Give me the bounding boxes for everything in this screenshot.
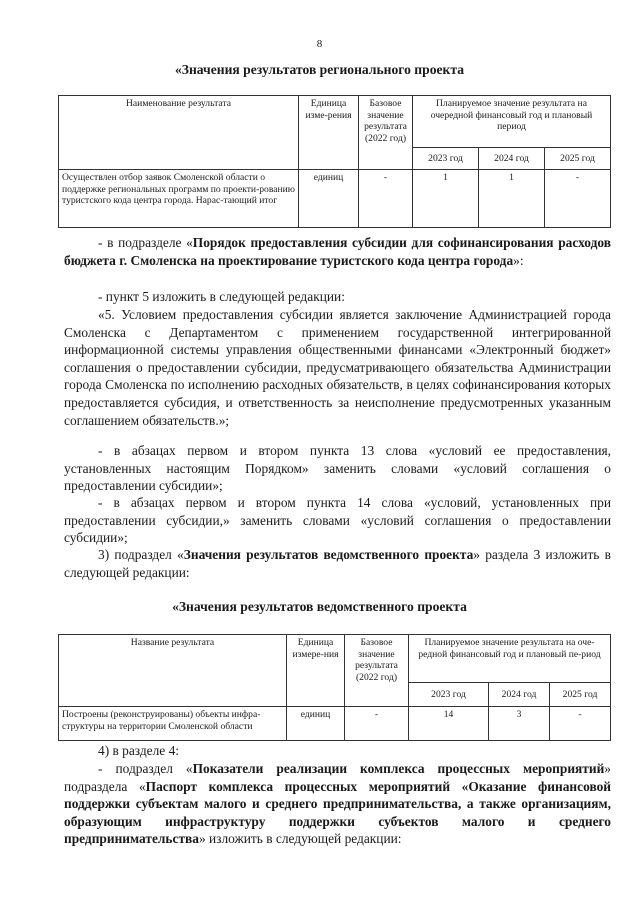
- page-number: 8: [316, 38, 323, 50]
- header-2024: 2024 год: [489, 683, 550, 707]
- p6-bold: Значения результатов ведомственного проекта: [183, 547, 474, 562]
- header-planned: Планируемое значение результата на оче-редной финансовый год и плановый пе-риод: [409, 635, 611, 683]
- p8-post: » изложить в следующей редакции:: [198, 831, 402, 847]
- cell-2025: -: [550, 707, 611, 741]
- cell-base: -: [359, 170, 413, 228]
- paragraph-3: «5. Условием предоставления субсидии является заключение Администрацией города Смоленска с Департаментом с применением государственной интегрированной информационной системы управления общественными финансами «Электронный бюджет» соглашения о предоставлении субсидии, предусматривающего обязательства Администрации города Смоленска по исполнению расходных обязательств, в целях софинансирования которых предоставляется субсидия, и ответственность за неисполнение предусмотренных указанным соглашением обязательств.»;: [64, 307, 611, 428]
- header-2024: 2024 год: [479, 148, 545, 170]
- cell-2023: 14: [409, 707, 489, 741]
- cell-unit: единиц: [299, 170, 359, 228]
- header-2025: 2025 год: [550, 683, 611, 707]
- regional-results-table: [58, 95, 611, 228]
- table2-title: «Значения результатов ведомственного проекта: [172, 599, 467, 614]
- cell-2025: -: [545, 170, 611, 228]
- cell-unit: единиц: [287, 707, 345, 741]
- header-name: Название результата: [59, 635, 287, 707]
- paragraph-6: [64, 546, 611, 581]
- paragraph-7: 4) в разделе 4:: [98, 743, 180, 758]
- p6-post: » раздела 3 изложить в следующей редакции:: [64, 547, 611, 580]
- header-2023: 2023 год: [413, 148, 479, 170]
- paragraph-8: [64, 760, 611, 848]
- p8-bold2: Паспорт комплекса процессных мероприятий «Оказание финансовой поддержки субъектам малого и среднего предпринимательства, а также организациям, образующим инфраструктуру поддержки субъектов малого и среднего предпринимательства: [64, 778, 611, 847]
- header-2025: 2025 год: [545, 148, 611, 170]
- header-base: Базовое значение результата (2022 год): [359, 96, 413, 170]
- p8-bold: Показатели реализации комплекса процессных мероприятий: [192, 761, 605, 776]
- p8-mid: » подраздела «: [64, 761, 611, 794]
- header-base: Базовое значение результата (2022 год): [345, 635, 409, 707]
- cell-name: Осуществлен отбор заявок Смоленской области о поддержке региональных программ по проекти-рованию туристского кода центра города. Нарас-тающий итог: [59, 170, 299, 228]
- header-unit: Единица изме-рения: [299, 96, 359, 170]
- p6-pre: 3) подраздел «: [98, 547, 184, 562]
- paragraph-4: - в абзацах первом и втором пункта 13 слова «условий ее предоставления, установленных настоящим Порядком» заменить словами «условий соглашения о предоставлении субсидии»;: [64, 443, 611, 494]
- header-name: Наименование результата: [59, 96, 299, 170]
- table-row: [59, 170, 611, 228]
- p8-pre: - подраздел «: [98, 761, 193, 776]
- header-planned: Планируемое значение результата на очередной финансовый год и плановый период: [413, 96, 611, 148]
- cell-2024: 1: [479, 170, 545, 228]
- p1-post: »:: [513, 252, 524, 268]
- table1-title: «Значения результатов регионального проекта: [175, 62, 464, 77]
- paragraph-2: - пункт 5 изложить в следующей редакции:: [98, 289, 345, 304]
- cell-2024: 3: [489, 707, 550, 741]
- cell-base: -: [345, 707, 409, 741]
- departmental-results-table: [58, 634, 611, 741]
- cell-2023: 1: [413, 170, 479, 228]
- cell-name: Построены (реконструированы) объекты инфра-структуры на территории Смоленской области: [59, 707, 287, 741]
- header-2023: 2023 год: [409, 683, 489, 707]
- p1-bold: Порядок предоставления субсидии для софинансирования расходов бюджета г. Смоленска на проектирование туристского кода центра города: [64, 235, 611, 268]
- header-unit: Единица измере-ния: [287, 635, 345, 707]
- paragraph-1: [64, 234, 611, 269]
- p1-pre: - в подразделе «: [98, 235, 193, 250]
- table-row: [59, 707, 611, 741]
- paragraph-5: - в абзацах первом и втором пункта 14 слова «условий, установленных при предоставлении субсидии,» заменить словами «условий соглашения о предоставлении субсидии»;: [64, 495, 611, 546]
